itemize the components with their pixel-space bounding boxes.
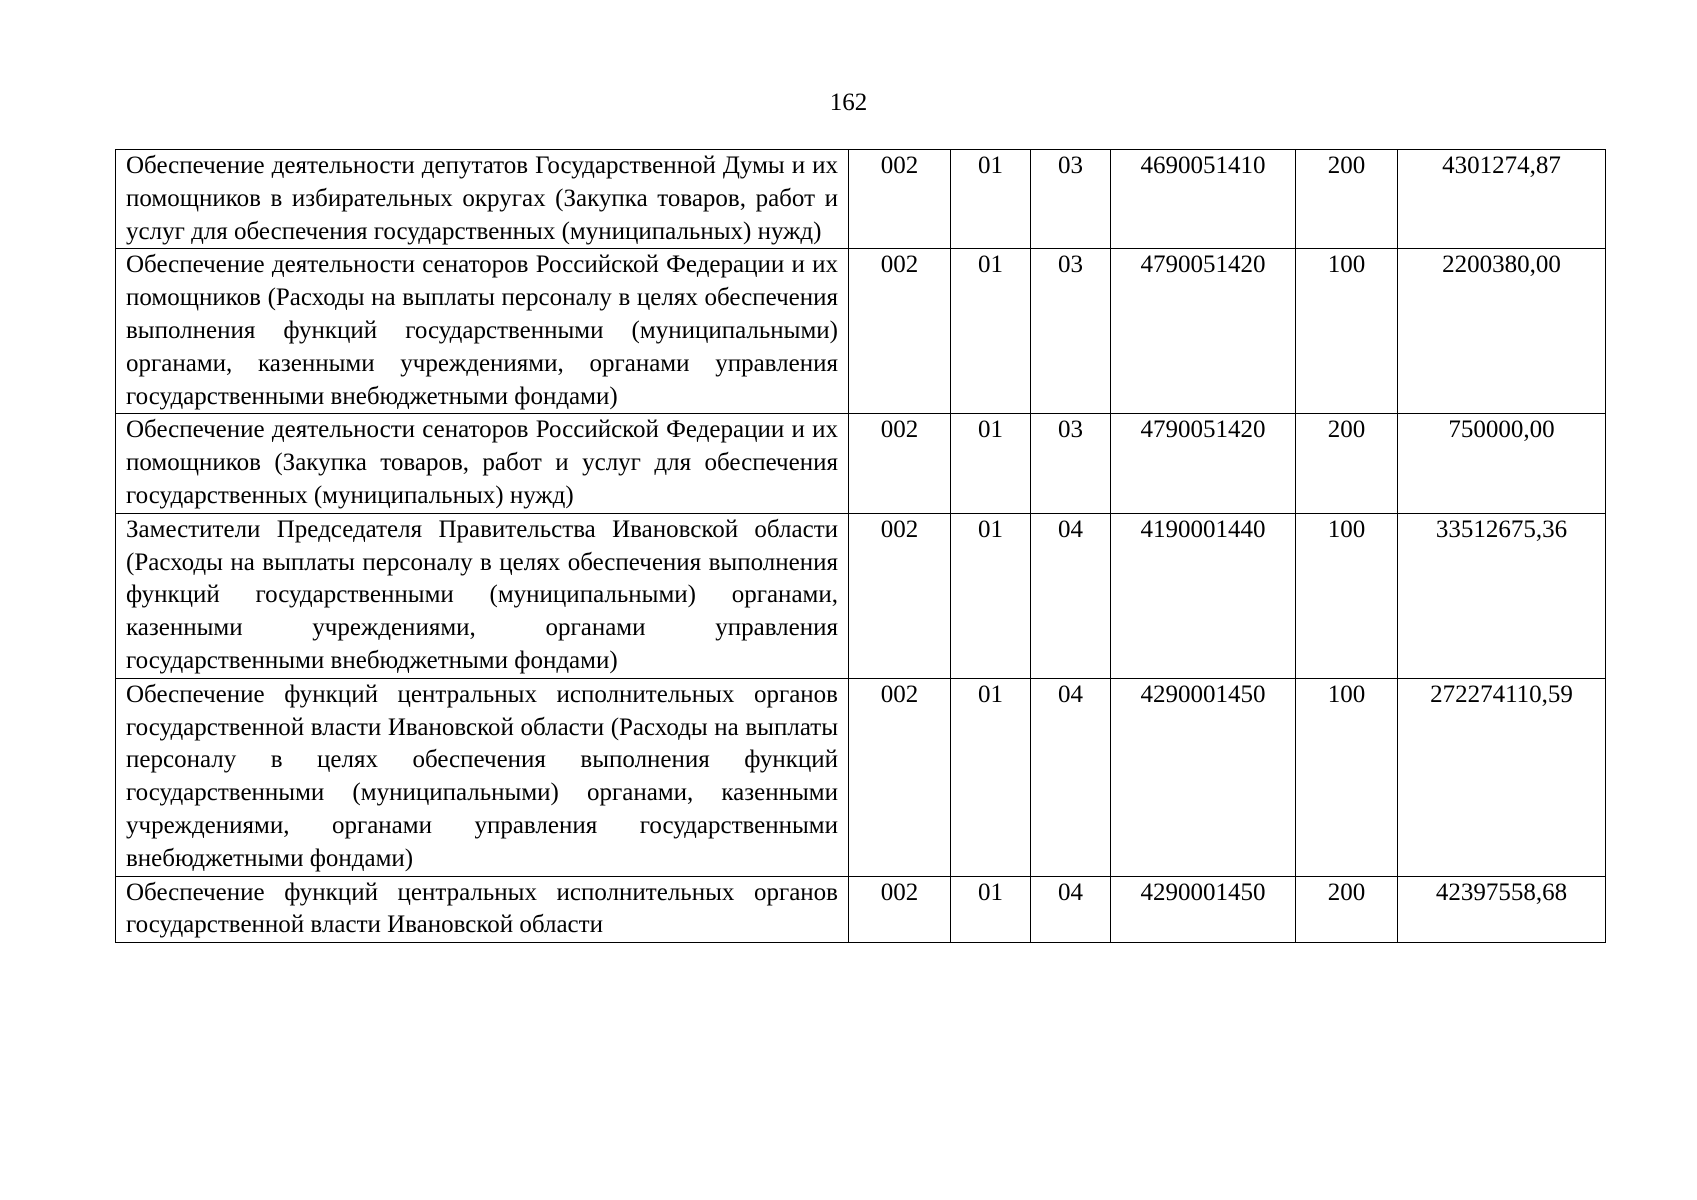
table-row xyxy=(116,678,1606,876)
section-code: 01 xyxy=(951,249,1031,414)
amount: 4301274,87 xyxy=(1398,150,1606,249)
amount: 750000,00 xyxy=(1398,414,1606,513)
expense-type-code: 100 xyxy=(1296,249,1398,414)
table-row xyxy=(116,249,1606,414)
subsection-code: 03 xyxy=(1031,150,1111,249)
page-number: 162 xyxy=(829,89,868,116)
table-row xyxy=(116,414,1606,513)
row-description: Обеспечение функций центральных исполнительных органов государственной власти Ивановской области xyxy=(116,876,849,943)
target-code: 4690051410 xyxy=(1111,150,1296,249)
row-description: Обеспечение деятельности сенаторов Российской Федерации и их помощников (Закупка товаров, работ и услуг для обеспечения государственных (муниципальных) нужд) xyxy=(116,414,849,513)
section-code: 01 xyxy=(951,876,1031,943)
expense-type-code: 100 xyxy=(1296,678,1398,876)
target-code: 4790051420 xyxy=(1111,249,1296,414)
subsection-code: 04 xyxy=(1031,678,1111,876)
row-description: Заместители Председателя Правительства Ивановской области (Расходы на выплаты персоналу в целях обеспечения выполнения функций государственными (муниципальными) органами, казенными учреждениями, органами управления государственными внебюджетными фондами) xyxy=(116,513,849,678)
target-code: 4190001440 xyxy=(1111,513,1296,678)
amount: 42397558,68 xyxy=(1398,876,1606,943)
amount: 272274110,59 xyxy=(1398,678,1606,876)
table-row xyxy=(116,150,1606,249)
ministry-code: 002 xyxy=(849,876,951,943)
amount: 33512675,36 xyxy=(1398,513,1606,678)
target-code: 4290001450 xyxy=(1111,876,1296,943)
subsection-code: 04 xyxy=(1031,876,1111,943)
expense-type-code: 200 xyxy=(1296,414,1398,513)
target-code: 4290001450 xyxy=(1111,678,1296,876)
row-description: Обеспечение функций центральных исполнительных органов государственной власти Ивановской области (Расходы на выплаты персоналу в целях обеспечения выполнения функций государственными (муниципальными) органами, казенными учреждениями, органами управления государственными внебюджетными фондами) xyxy=(116,678,849,876)
row-description: Обеспечение деятельности сенаторов Российской Федерации и их помощников (Расходы на выплаты персоналу в целях обеспечения выполнения функций государственными (муниципальными) органами, казенными учреждениями, органами управления государственными внебюджетными фондами) xyxy=(116,249,849,414)
ministry-code: 002 xyxy=(849,414,951,513)
expense-type-code: 200 xyxy=(1296,876,1398,943)
subsection-code: 04 xyxy=(1031,513,1111,678)
section-code: 01 xyxy=(951,150,1031,249)
budget-table xyxy=(115,149,1606,943)
ministry-code: 002 xyxy=(849,249,951,414)
section-code: 01 xyxy=(951,678,1031,876)
section-code: 01 xyxy=(951,513,1031,678)
amount: 2200380,00 xyxy=(1398,249,1606,414)
ministry-code: 002 xyxy=(849,150,951,249)
table-row xyxy=(116,876,1606,943)
subsection-code: 03 xyxy=(1031,414,1111,513)
subsection-code: 03 xyxy=(1031,249,1111,414)
expense-type-code: 100 xyxy=(1296,513,1398,678)
ministry-code: 002 xyxy=(849,678,951,876)
ministry-code: 002 xyxy=(849,513,951,678)
table-row xyxy=(116,513,1606,678)
row-description: Обеспечение деятельности депутатов Государственной Думы и их помощников в избирательных округах (Закупка товаров, работ и услуг для обеспечения государственных (муниципальных) нужд) xyxy=(116,150,849,249)
expense-type-code: 200 xyxy=(1296,150,1398,249)
section-code: 01 xyxy=(951,414,1031,513)
target-code: 4790051420 xyxy=(1111,414,1296,513)
